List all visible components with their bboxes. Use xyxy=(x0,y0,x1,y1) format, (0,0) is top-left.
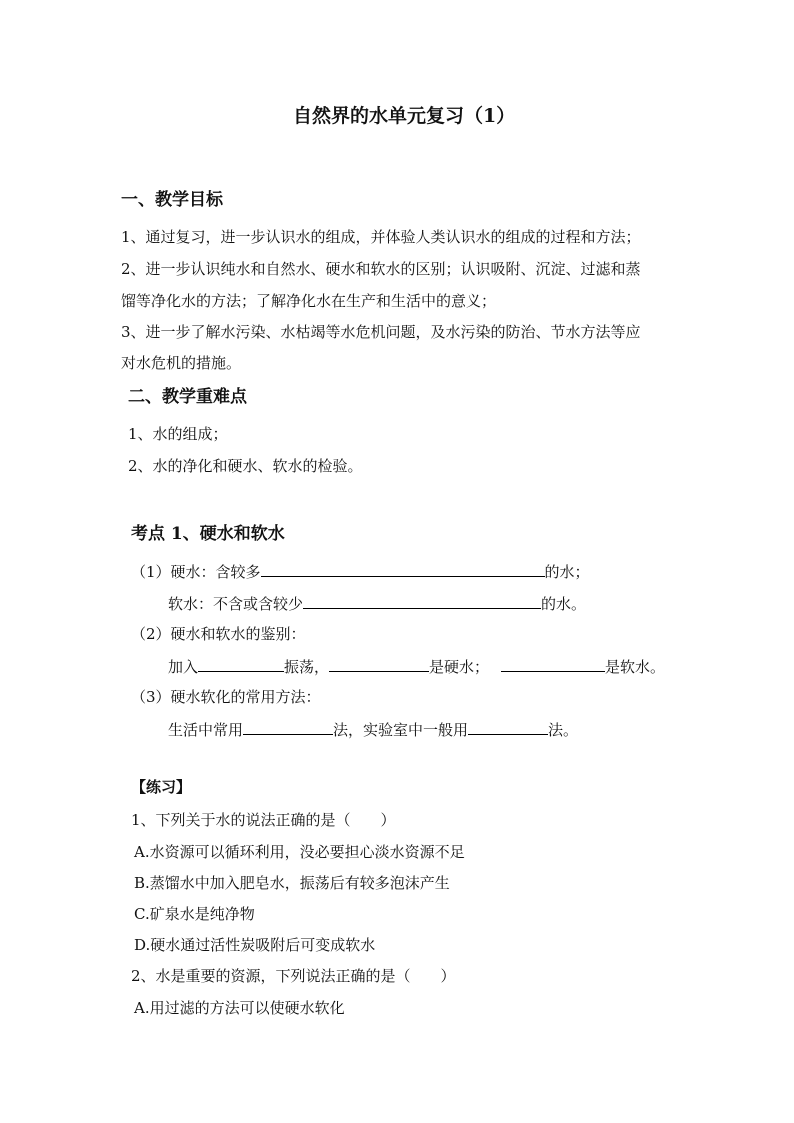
q1-option-b: B.蒸馏水中加入肥皂水，振荡后有较多泡沫产生 xyxy=(134,874,450,892)
key-point-2: 2、水的净化和硬水、软水的检验。 xyxy=(128,457,363,475)
q2-option-a: A.用过滤的方法可以使硬水软化 xyxy=(134,999,345,1017)
soft-water-prefix: 软水：不含或含较少 xyxy=(168,595,304,613)
q1-option-c: C.矿泉水是纯净物 xyxy=(134,905,255,923)
identification-method xyxy=(168,656,665,677)
hard-water-suffix: 的水； xyxy=(544,563,590,581)
answer-blank[interactable] xyxy=(198,656,284,672)
goal-item-1: 1、通过复习，进一步认识水的组成，并体验人类认识水的组成的过程和方法； xyxy=(121,228,641,246)
add-label: 加入 xyxy=(168,658,199,676)
hard-water-result: 是硬水； xyxy=(429,658,490,676)
answer-blank[interactable] xyxy=(303,593,541,609)
answer-blank[interactable] xyxy=(468,719,548,735)
practice-heading: 【练习】 xyxy=(131,778,192,796)
softening-question: （3）硬水软化的常用方法： xyxy=(131,688,321,706)
softening-methods xyxy=(168,719,578,740)
daily-life-label: 生活中常用 xyxy=(168,721,244,739)
answer-blank[interactable] xyxy=(243,719,333,735)
page-title: 自然界的水单元复习（1） xyxy=(293,105,516,127)
q1-option-d: D.硬水通过活性炭吸附后可变成软水 xyxy=(134,936,376,954)
practice-question-2: 2、水是重要的资源，下列说法正确的是（ ） xyxy=(131,967,456,985)
practice-question-1: 1、下列关于水的说法正确的是（ ） xyxy=(131,811,396,829)
method-suffix: 法。 xyxy=(548,721,579,739)
answer-blank[interactable] xyxy=(501,656,605,672)
section-heading-key-points: 二、教学重难点 xyxy=(128,387,247,407)
key-point-1: 1、水的组成； xyxy=(128,425,228,443)
q1-option-a: A.水资源可以循环利用，没必要担心淡水资源不足 xyxy=(134,843,465,861)
hard-water-prefix: （1）硬水：含较多 xyxy=(131,563,261,581)
goal-item-2-line-2: 馏等净化水的方法；了解净化水在生产和生活中的意义； xyxy=(121,292,497,310)
lab-label: 法，实验室中一般用 xyxy=(333,721,469,739)
hard-water-definition xyxy=(131,561,590,582)
shake-label: 振荡， xyxy=(284,658,330,676)
answer-blank[interactable] xyxy=(261,561,545,577)
exam-point-heading: 考点 1、硬水和软水 xyxy=(131,524,285,544)
section-heading-teaching-goals: 一、教学目标 xyxy=(121,190,223,210)
answer-blank[interactable] xyxy=(329,656,429,672)
goal-item-2-line-1: 2、进一步认识纯水和自然水、硬水和软水的区别；认识吸附、沉淀、过滤和蒸 xyxy=(121,260,641,278)
soft-water-suffix: 的水。 xyxy=(541,595,587,613)
goal-item-3-line-1: 3、进一步了解水污染、水枯竭等水危机问题，及水污染的防治、节水方法等应 xyxy=(121,323,641,341)
soft-water-result: 是软水。 xyxy=(605,658,666,676)
soft-water-definition xyxy=(168,593,586,614)
identification-question: （2）硬水和软水的鉴别： xyxy=(131,625,306,643)
goal-item-3-line-2: 对水危机的措施。 xyxy=(121,354,242,372)
